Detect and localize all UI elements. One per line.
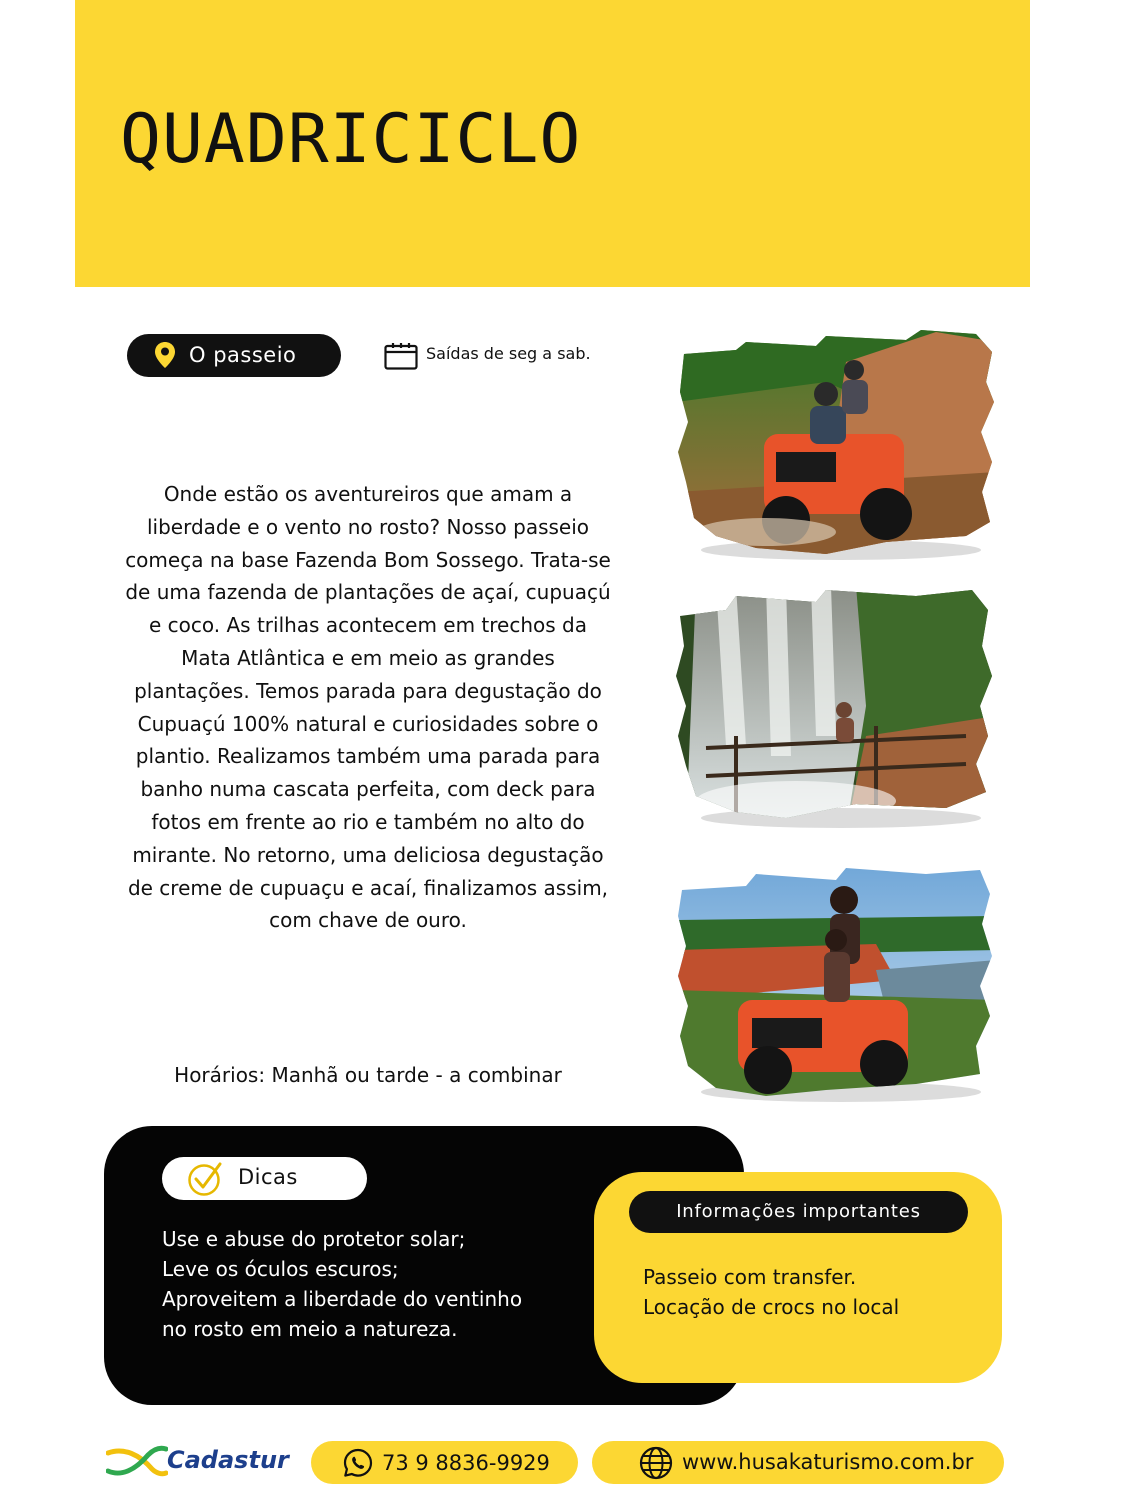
tips-list	[162, 1224, 522, 1344]
info-list	[643, 1262, 899, 1322]
info-pill-label: Informações importantes	[629, 1191, 968, 1233]
phone-number: 73 9 8836-9929	[382, 1451, 550, 1475]
cadastur-logo-icon	[106, 1443, 168, 1483]
header-banner	[75, 0, 1030, 287]
page-title: QUADRICICLO	[120, 100, 582, 179]
list-item: Passeio com transfer.	[643, 1265, 857, 1289]
website-pill[interactable]	[592, 1441, 1004, 1484]
list-item: Aproveitem a liberdade do ventinho	[162, 1287, 523, 1311]
tips-pill	[162, 1157, 367, 1200]
waterfall-photo	[676, 586, 996, 831]
departures-text: Saídas de seg a sab.	[426, 344, 591, 363]
list-item: Use e abuse do protetor solar;	[162, 1227, 466, 1251]
location-pin-icon	[154, 341, 176, 373]
globe-icon	[639, 1446, 673, 1484]
phone-pill[interactable]	[311, 1441, 578, 1484]
whatsapp-icon	[343, 1448, 373, 1482]
cadastur-label: Cadastur	[167, 1446, 289, 1474]
website-url: www.husakaturismo.com.br	[682, 1450, 974, 1474]
calendar-icon	[384, 342, 418, 374]
list-item: Locação de crocs no local	[643, 1295, 900, 1319]
tips-pill-label: Dicas	[238, 1165, 298, 1189]
tour-pill-label: O passeio	[189, 343, 297, 367]
tour-pill	[127, 334, 341, 377]
quad-river-photo	[676, 860, 996, 1105]
tour-hours: Horários: Manhã ou tarde - a combinar	[174, 1063, 562, 1087]
check-circle-icon	[186, 1160, 224, 1202]
tour-description: Onde estão os aventureiros que amam a liberdade e o vento no rosto? Nosso passeio começa na base Fazenda Bom Sossego. Trata-se de uma fazenda de plantações de açaí, cupuaçú e coco. As trilhas acontecem em trechos da Mata Atlântica e em meio as grandes plantações. Temos parada para degustação do Cupuaçú 100% natural e curiosidades sobre o plantio. Realizamos também uma parada para banho numa cascata perfeita, com deck para fotos em frente ao rio e também no alto do mirante. No retorno, uma deliciosa degustação de creme de cupuaçu e acaí, finalizamos assim, com chave de ouro.	[125, 482, 611, 933]
list-item: Leve os óculos escuros;	[162, 1257, 399, 1281]
quad-trail-photo	[676, 322, 996, 562]
list-item: no rosto em meio a natureza.	[162, 1317, 458, 1341]
